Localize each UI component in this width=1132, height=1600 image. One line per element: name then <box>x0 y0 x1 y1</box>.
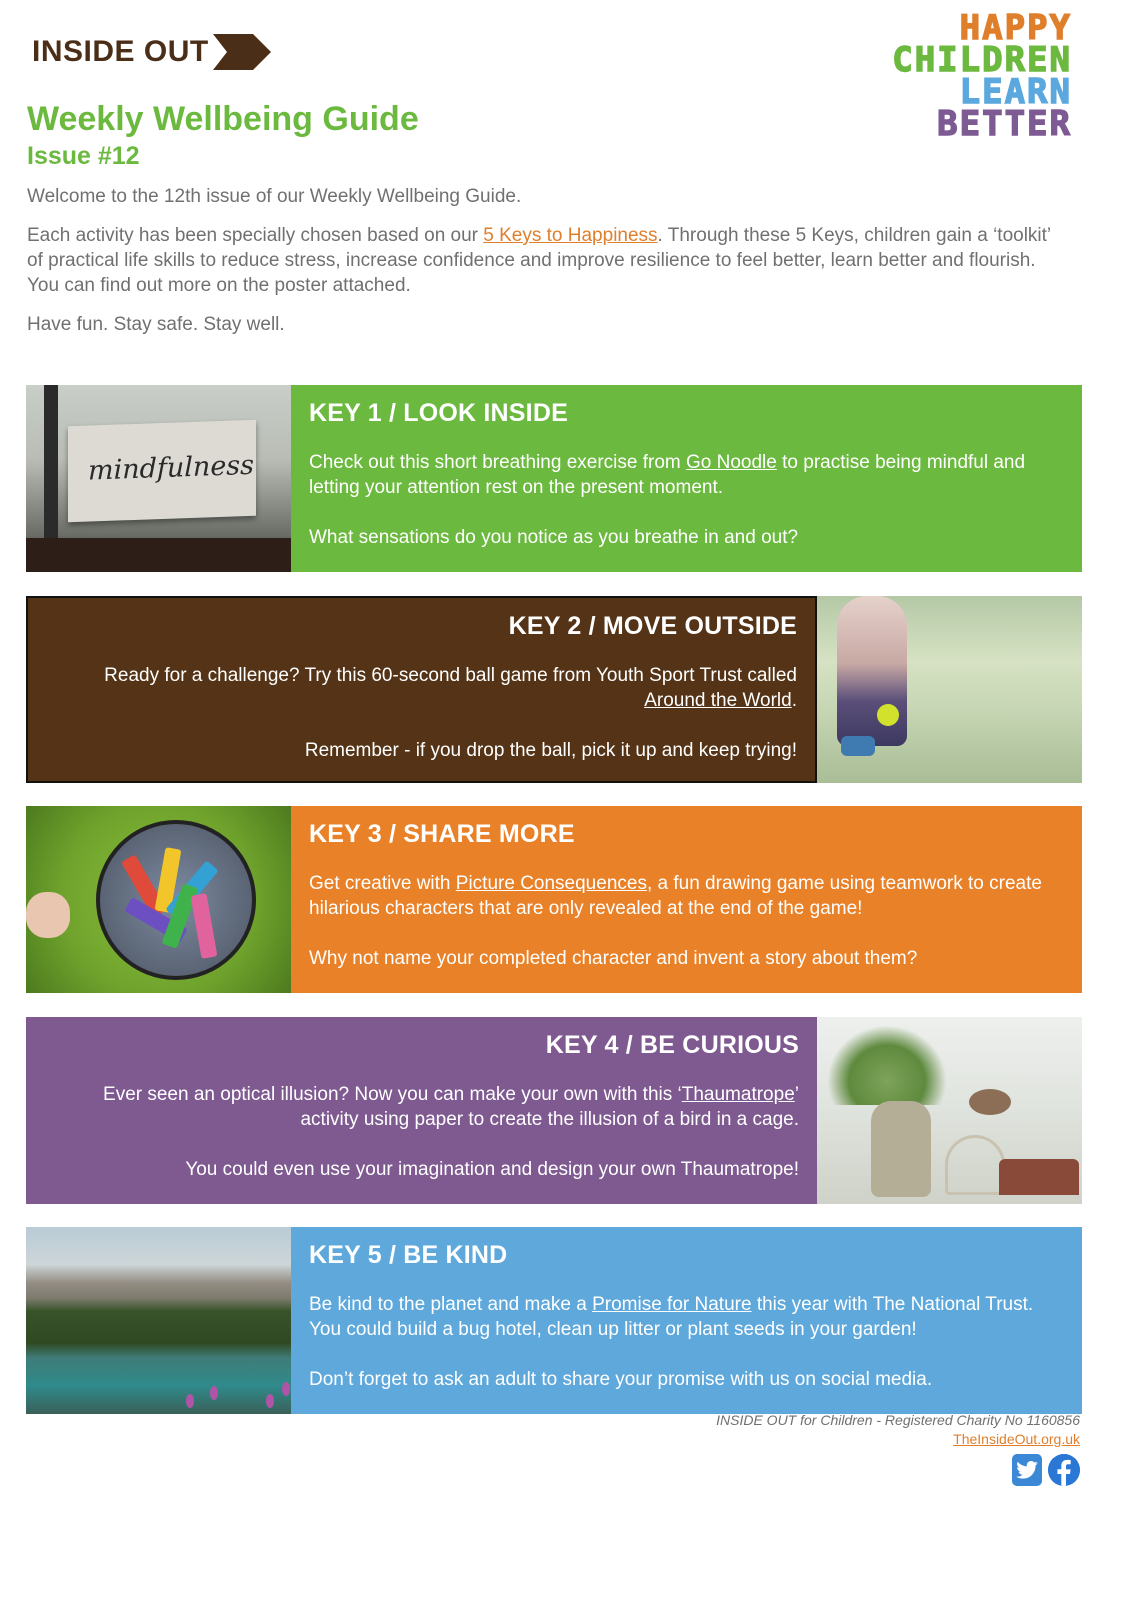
key-text: to practise being mindful and letting your attention rest on the present moment. <box>309 452 1026 498</box>
key-4-content <box>26 1017 817 1204</box>
key-text: . <box>791 690 797 711</box>
key-4-panel <box>26 1017 1082 1204</box>
go-noodle-link[interactable]: Go Noodle <box>686 452 777 473</box>
key-text: Ever seen an optical illusion? Now you can make your own with this ‘ <box>103 1084 682 1105</box>
key-heading: KEY 1 / LOOK INSIDE <box>309 399 568 427</box>
logo-arrow-icon <box>213 34 271 70</box>
campaign-line: LEARN <box>959 72 1072 112</box>
facebook-icon[interactable] <box>1048 1454 1080 1486</box>
key-text: Get creative with <box>309 873 456 894</box>
social-links <box>1012 1454 1080 1486</box>
intro-paragraph: Have fun. Stay safe. Stay well. <box>27 314 285 335</box>
mindfulness-image <box>26 385 291 572</box>
key-text: Be kind to the planet and make a <box>309 1294 593 1315</box>
key-paragraph <box>309 871 1064 921</box>
key-paragraph <box>309 450 1064 500</box>
page-title: Weekly Wellbeing Guide <box>27 100 419 138</box>
intro-paragraph <box>27 223 1067 298</box>
key-text: Ready for a challenge? Try this 60-second ball game from Youth Sport Trust called <box>104 665 797 686</box>
intro-text: Each activity has been specially chosen based on our <box>27 225 484 246</box>
key-paragraph <box>44 1082 799 1132</box>
crayons-image <box>26 806 291 993</box>
bird-cage-image <box>817 1017 1082 1204</box>
key-paragraph: What sensations do you notice as you breathe in and out? <box>309 527 799 548</box>
key-5-panel <box>26 1227 1082 1414</box>
inside-out-logo <box>32 28 271 76</box>
key-heading: KEY 2 / MOVE OUTSIDE <box>508 612 797 640</box>
key-paragraph: Why not name your completed character and invent a story about them? <box>309 948 918 969</box>
campaign-line: BETTER <box>937 104 1072 144</box>
picture-consequences-link[interactable]: Picture Consequences <box>455 873 647 894</box>
mindfulness-card-text: mindfulness <box>88 449 255 487</box>
logo-text: INSIDE OUT <box>32 35 209 68</box>
lake-image <box>26 1227 291 1414</box>
key-paragraph <box>309 1292 1064 1342</box>
website-link[interactable]: TheInsideOut.org.uk <box>953 1431 1080 1447</box>
around-the-world-link[interactable]: Around the World <box>644 690 792 711</box>
key-paragraph: Remember - if you drop the ball, pick it up and keep trying! <box>304 740 797 761</box>
promise-for-nature-link[interactable]: Promise for Nature <box>592 1294 752 1315</box>
intro-section <box>27 184 1067 351</box>
key-heading: KEY 3 / SHARE MORE <box>309 820 575 848</box>
campaign-line: HAPPY <box>959 8 1072 48</box>
key-5-content <box>291 1227 1082 1414</box>
key-text: , a fun drawing game using teamwork to create hilarious characters that are only revealed at the end of the game! <box>309 873 1042 919</box>
key-paragraph: Don’t forget to ask an adult to share your promise with us on social media. <box>309 1369 933 1390</box>
key-heading: KEY 5 / BE KIND <box>309 1241 508 1269</box>
campaign-badge <box>872 8 1072 144</box>
key-2-panel <box>26 596 1082 783</box>
key-3-content <box>291 806 1082 993</box>
key-heading: KEY 4 / BE CURIOUS <box>545 1031 799 1059</box>
thaumatrope-link[interactable]: Thaumatrope <box>681 1084 795 1105</box>
key-1-content <box>291 385 1082 572</box>
ball-game-image <box>817 596 1082 783</box>
twitter-icon[interactable] <box>1012 1454 1042 1486</box>
intro-paragraph: Welcome to the 12th issue of our Weekly Wellbeing Guide. <box>27 186 522 207</box>
key-text: ’ activity using paper to create the illusion of a bird in a cage. <box>300 1084 799 1130</box>
key-2-content <box>26 596 817 783</box>
charity-info: INSIDE OUT for Children - Registered Charity No 1160856 <box>716 1412 1080 1428</box>
key-1-panel <box>26 385 1082 572</box>
campaign-line: CHILDREN <box>892 40 1072 80</box>
five-keys-link[interactable]: 5 Keys to Happiness <box>483 225 658 246</box>
key-text: this year with The National Trust. You could build a bug hotel, clean up litter or plant seeds in your garden! <box>309 1294 1034 1340</box>
key-3-panel <box>26 806 1082 993</box>
key-paragraph: You could even use your imagination and design your own Thaumatrope! <box>185 1159 799 1180</box>
key-paragraph <box>46 663 797 713</box>
key-text: Check out this short breathing exercise from <box>309 452 687 473</box>
intro-text: . Through these 5 Keys, children gain a ‘toolkit’ of practical life skills to reduce stress, increase confidence and improve resilience to feel better, learn better and flourish. You can find out more on the poster attached. <box>27 225 1051 296</box>
issue-number: Issue #12 <box>27 142 140 170</box>
